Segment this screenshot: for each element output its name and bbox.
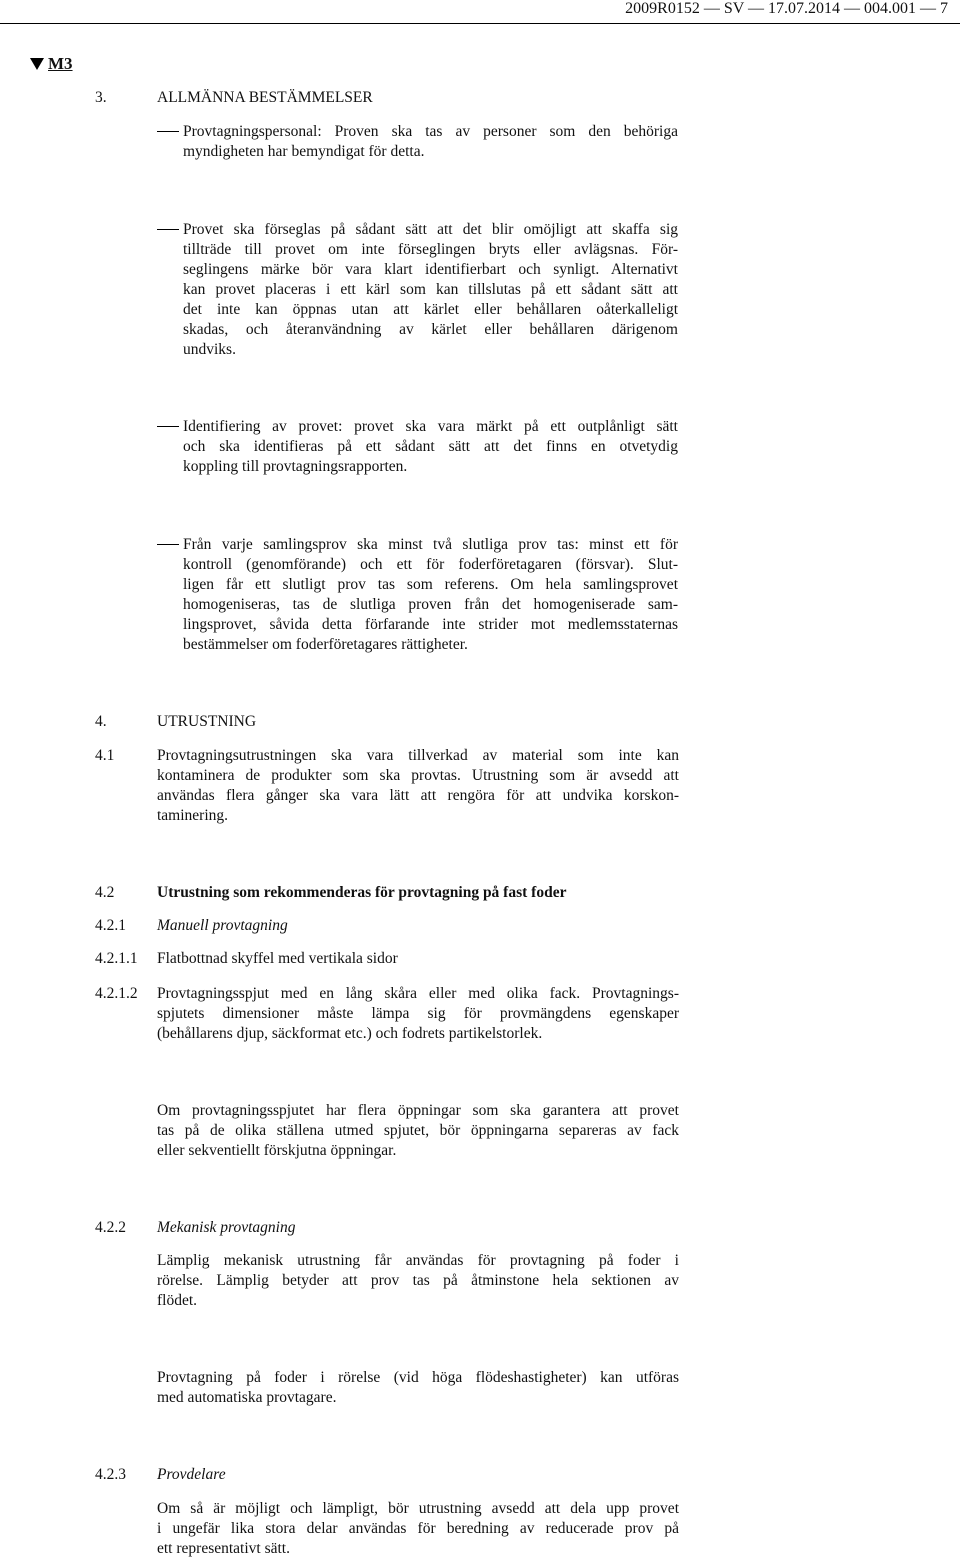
section-4-2-3-line: ett representativt sätt. (157, 1540, 290, 1557)
section-4-2-1-title: Manuell provtagning (157, 917, 288, 934)
list-item-line: Från varje samlingsprov ska minst två slutliga prov tas: minst ett för (183, 536, 678, 553)
section-4-2-2-number: 4.2.2 (95, 1219, 126, 1236)
section-3-title: ALLMÄNNA BESTÄMMELSER (157, 89, 373, 106)
list-item-line: tillträde till provet om inte förseglingen bryts eller avlägsnas. För- (183, 241, 678, 258)
section-4-2-1-2-para2-line: Om provtagningsspjutet har flera öppningar som ska garantera att provet (157, 1102, 679, 1119)
list-item-line: skadas, och återanvändning av kärlet eller behållaren därigenom (183, 321, 678, 338)
section-4-2-1-1-number: 4.2.1.1 (95, 950, 138, 967)
section-4-2-2-line: Lämplig mekanisk utrustning får användas för provtagning på foder i (157, 1252, 679, 1269)
section-4-2-1-2-line: (behållarens djup, säckformat etc.) och fodrets partikelstorlek. (157, 1025, 543, 1042)
section-4-2-1-2-para2-line: tas på de olika ställena utmed spjutet, bör öppningarna separeras av fack (157, 1122, 679, 1139)
list-item-line: det inte kan öppnas utan att kärlet eller behållaren oåterkalleligt (183, 301, 678, 318)
section-4-2-2-line: rörelse. Lämplig betyder att prov tas på åtminstone hela sektionen av (157, 1272, 679, 1289)
section-4-2-3-number: 4.2.3 (95, 1466, 126, 1483)
section-4-2-3-line: i ungefär lika stora delar användas för beredning av reducerade prov på (157, 1520, 679, 1537)
list-item-line: Provtagningspersonal: Proven ska tas av personer som den behöriga (183, 123, 678, 140)
list-item (157, 535, 682, 657)
list-item (157, 417, 682, 479)
section-4-2-1-2-line: spjutets dimensioner måste lämpa sig för provmängdens egenskaper (157, 1005, 679, 1022)
section-4-2-2-para2-line: Provtagning på foder i rörelse (vid höga flödeshastigheter) kan utföras (157, 1369, 679, 1386)
section-4-2-number: 4.2 (95, 884, 115, 901)
section-4-2-2-title: Mekanisk provtagning (157, 1219, 296, 1236)
page-header: 2009R0152 — SV — 17.07.2014 — 004.001 — 7 (625, 0, 948, 17)
section-4-2-1-1-text: Flatbottnad skyffel med vertikala sidor (157, 950, 398, 967)
section-4-1-line: taminering. (157, 807, 229, 824)
list-item-line: och ska identifieras på ett sådant sätt att det finns en otvetydig (183, 438, 678, 455)
list-item-line: Provet ska förseglas på sådant sätt att det blir omöjligt att skaffa sig (183, 221, 678, 238)
list-item-line: koppling till provtagningsrapporten. (183, 458, 408, 475)
list-item (157, 220, 682, 365)
section-4-2-1-2-para2-line: eller sekventiellt förskjutna öppningar. (157, 1142, 397, 1159)
section-4-title: UTRUSTNING (157, 713, 257, 730)
list-item-line: myndigheten har bemyndigat för detta. (183, 143, 425, 160)
section-3-number: 3. (95, 89, 107, 106)
triangle-down-icon (30, 58, 44, 70)
list-item-line: Identifiering av provet: provet ska vara märkt på ett outplånligt sätt (183, 418, 678, 435)
list-item-line: kan provet placeras i ett kärl som kan tillslutas på ett sådant sätt att (183, 281, 678, 298)
section-4-1-number: 4.1 (95, 747, 115, 764)
section-4-1-line: Provtagningsutrustningen ska vara tillverkad av material som inte kan (157, 747, 679, 764)
section-4-number: 4. (95, 713, 107, 730)
list-item (157, 122, 682, 164)
section-4-2-3-line: Om så är möjligt och lämpligt, bör utrustning avsedd att dela upp provet (157, 1500, 679, 1517)
list-item-line: undviks. (183, 341, 236, 358)
section-4-1-line: användas flera gånger ska vara lätt att rengöra för att undvika korskon- (157, 787, 679, 804)
header-divider (0, 23, 960, 24)
section-4-2-1-2-line: Provtagningsspjut med en lång skåra eller med olika fack. Provtagnings- (157, 985, 679, 1002)
list-item-line: kontroll (genomförande) och ett för foderföretagaren (försvar). Slut- (183, 556, 678, 573)
section-4-1-line: kontaminera de produkter som ska provtas. Utrustning som är avsedd att (157, 767, 679, 784)
list-item-line: ligen får ett slutligt prov tas som referens. Om hela samlingsprovet (183, 576, 678, 593)
list-item-line: bestämmelser om foderföretagares rättigheter. (183, 636, 468, 653)
amendment-label: M3 (48, 54, 73, 73)
dash-marker (157, 544, 179, 545)
section-4-2-1-number: 4.2.1 (95, 917, 126, 934)
list-item-line: lingsprovet, såvida detta förfarande inte strider mot medlemsstaternas (183, 616, 678, 633)
section-4-2-2-line: flödet. (157, 1292, 198, 1309)
list-item-line: homogeniseras, tas de slutliga proven från det homogeniserade sam- (183, 596, 678, 613)
list-item-line: seglingens märke bör vara klart identifierbart och synligt. Alternativt (183, 261, 678, 278)
amendment-marker (30, 54, 73, 74)
section-4-2-3-title: Provdelare (157, 1466, 226, 1483)
section-4-2-2-para2-line: med automatiska provtagare. (157, 1389, 337, 1406)
dash-marker (157, 229, 179, 230)
section-4-2-1-2-number: 4.2.1.2 (95, 985, 138, 1002)
dash-marker (157, 131, 179, 132)
dash-marker (157, 426, 179, 427)
section-4-2-title: Utrustning som rekommenderas för provtagning på fast foder (157, 884, 567, 901)
